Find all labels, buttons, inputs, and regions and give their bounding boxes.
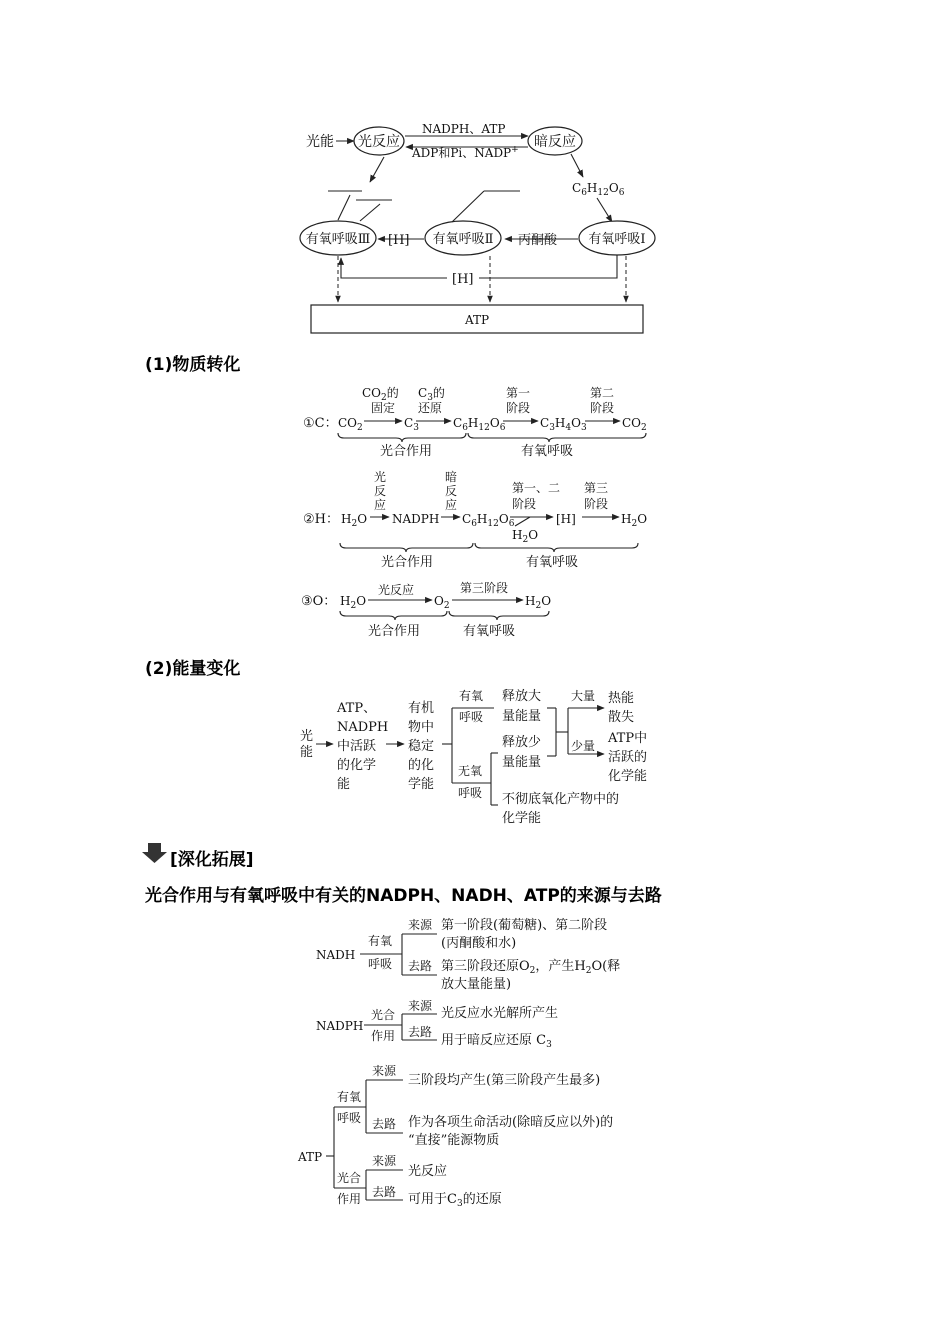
energy-release-small-1: 释放少	[502, 735, 542, 750]
h-arrow3-top-a: 第一、二	[512, 481, 561, 495]
atp-box-label: ATP	[464, 313, 490, 327]
c-co2-end: $CO_2$	[622, 416, 647, 433]
h-arrow4-top-a: 第三	[584, 481, 609, 495]
atp-branch2-1: 光合	[337, 1171, 362, 1185]
energy-atp-2: NADPH	[337, 720, 389, 735]
energy-diagram	[300, 688, 647, 826]
atp-branch2-2: 作用	[337, 1192, 362, 1206]
nadh-source-text-2: (丙酮酸和水)	[441, 936, 517, 951]
atp-b2-dest-text: 可用于$C_3$的还原	[408, 1192, 502, 1209]
c-co2-start: $CO_2$	[338, 416, 363, 433]
h-brace-right-label: 有氧呼吸	[526, 555, 579, 570]
nadh-tree	[316, 917, 620, 992]
nadph-dest-label: 去路	[408, 1025, 433, 1039]
energy-large-label: 大量	[571, 689, 596, 703]
energy-light-1: 光	[300, 729, 314, 744]
line-o2-to-resp3	[338, 195, 350, 220]
resp-1-label: 有氧呼吸Ⅰ	[588, 232, 646, 247]
resp-2-label: 有氧呼吸Ⅱ	[432, 232, 494, 247]
atp-b2-dest-label: 去路	[372, 1185, 397, 1199]
nadh-source-text-1: 第一阶段(葡萄糖)、第二阶段	[441, 918, 608, 933]
h-brace-left	[340, 543, 473, 552]
line-resp2-co2	[452, 191, 484, 222]
atp-b1-source-label: 来源	[372, 1064, 397, 1078]
h-arrow4-top-b: 阶段	[584, 497, 609, 511]
extension-badge-icon	[142, 843, 167, 863]
energy-small-label: 少量	[571, 739, 596, 753]
c-arrow4-top-a: 第二	[590, 386, 615, 400]
arrow-light-down	[370, 157, 384, 182]
atp-b1-dest-text-2: “直接”能源物质	[408, 1133, 500, 1148]
h-left-label: [H]	[388, 233, 410, 248]
energy-atp-1: ATP、	[337, 701, 377, 716]
h-h2o-end: $H_2O$	[621, 512, 648, 529]
energy-atp-5: 能	[337, 777, 351, 792]
energy-release-small-2: 量能量	[502, 755, 542, 770]
energy-incomplete-2: 化学能	[502, 811, 542, 826]
energy-organic-2: 物中	[408, 720, 435, 735]
o-brace-left	[340, 611, 447, 620]
energy-organic-3: 稳定	[408, 739, 435, 754]
h-arrow2-char-2: 反	[445, 484, 458, 498]
o-arrow2-top: 第三阶段	[460, 581, 509, 595]
energy-organic-1: 有机	[408, 701, 435, 716]
energy-heat-1: 热能	[608, 691, 635, 706]
h-arrow3-bottom: $H_2O$	[512, 528, 539, 545]
energy-atp-4: 的化学	[337, 758, 377, 773]
o-h2o-end: $H_2O$	[525, 594, 552, 611]
atp-b2-source-label: 来源	[372, 1154, 397, 1168]
nadh-root: NADH	[316, 948, 356, 962]
atp-b1-dest-label: 去路	[372, 1117, 397, 1131]
extension-title: 光合作用与有氧呼吸中有关的NADPH、NADH、ATP的来源与去路	[145, 886, 662, 906]
h-path	[303, 469, 647, 570]
nadh-dest-text-1: 第三阶段还原$O_2$，产生$H_2O$(释	[441, 959, 621, 976]
c-c3h4o3: $C_3H_4O_3$	[540, 416, 587, 433]
products-forward-label: NADPH、ATP	[422, 122, 506, 136]
photosynthesis-respiration-diagram	[300, 122, 655, 333]
atp-root: ATP	[298, 1150, 323, 1164]
o-arrow1-top: 光反应	[378, 583, 415, 597]
c-brace-right	[468, 433, 646, 442]
energy-atp-active-3: 化学能	[608, 769, 648, 784]
o-h2o-start: $H_2O$	[340, 594, 367, 611]
arrow-glucose-to-resp1	[597, 198, 612, 222]
energy-heat-2: 散失	[608, 710, 635, 725]
h-arrow2-char-1: 暗	[445, 470, 458, 484]
atp-branch1-2: 呼吸	[337, 1111, 362, 1125]
nadph-source-text: 光反应水光解所产生	[441, 1006, 559, 1021]
arrow-dark-to-glucose	[571, 154, 583, 177]
energy-release-big-1: 释放大	[502, 689, 542, 704]
nadph-root: NADPH	[316, 1019, 364, 1033]
nadph-branch-1: 光合	[371, 1008, 396, 1022]
nadph-branch-2: 作用	[371, 1029, 396, 1043]
c-arrow4-top-b: 阶段	[590, 401, 615, 415]
products-back-label: ADP和Pi、NADP+	[412, 145, 519, 160]
atp-b1-source-text: 三阶段均产生(第三阶段产生最多)	[408, 1073, 601, 1088]
c-arrow3-top-a: 第一	[506, 386, 531, 400]
o-path-label: ③O：	[301, 594, 337, 609]
h-glucose: $C_6H_{12}O_6$	[462, 512, 515, 529]
c-brace-left-label: 光合作用	[380, 444, 433, 459]
h-arrow2-char-3: 应	[445, 498, 458, 512]
energy-aerobic-2: 呼吸	[459, 710, 484, 724]
energy-aerobic-1: 有氧	[459, 689, 484, 703]
c-path	[303, 386, 647, 459]
nadh-branch-2: 呼吸	[368, 957, 393, 971]
c-brace-left	[338, 433, 466, 442]
atp-tree	[297, 1063, 613, 1209]
c-arrow3-top-b: 阶段	[506, 401, 531, 415]
atp-b2-source-text: 光反应	[408, 1164, 448, 1179]
energy-light-2: 能	[300, 745, 314, 760]
section-1-title: (1)物质转化	[145, 355, 241, 375]
glucose-label: $C_6H_{12}O_6$	[572, 181, 625, 198]
nadh-dest-text-2: 放大量能量)	[441, 977, 512, 992]
c-c3: $C_3$	[404, 416, 419, 433]
energy-organic-5: 学能	[408, 777, 435, 792]
energy-atp-active-1: ATP中	[608, 731, 648, 746]
h-bracket-h: [H]	[556, 512, 576, 526]
energy-atp-active-2: 活跃的	[608, 750, 648, 765]
energy-anaerobic-1: 无氧	[458, 764, 483, 778]
energy-atp-3: 中活跃	[337, 739, 377, 754]
nadh-source-label: 来源	[408, 918, 433, 932]
h-h2o-start: $H_2O$	[341, 512, 368, 529]
h-arrow1-char-1: 光	[374, 470, 387, 484]
energy-anaerobic-2: 呼吸	[458, 786, 483, 800]
light-reaction-label: 光反应	[358, 134, 400, 150]
nadph-source-label: 来源	[408, 999, 433, 1013]
o-path	[301, 581, 551, 639]
c-arrow1-top-b: 固定	[371, 401, 396, 415]
atp-b1-dest-text-1: 作为各项生命活动(除暗反应以外)的	[408, 1115, 614, 1130]
c-arrow2-top-a: $C_3$的	[418, 386, 445, 403]
light-energy-label: 光能	[306, 134, 334, 150]
nadh-branch-1: 有氧	[368, 934, 393, 948]
energy-release-big-2: 量能量	[502, 709, 542, 724]
o-brace-right	[449, 611, 549, 620]
h-path-label: ②H：	[303, 512, 339, 527]
h-arrow3-top-b: 阶段	[512, 497, 537, 511]
h-brace-left-label: 光合作用	[381, 555, 434, 570]
atp-branch1-1: 有氧	[337, 1090, 362, 1104]
extension-badge-label: [深化拓展]	[170, 850, 254, 870]
nadph-tree	[316, 998, 558, 1050]
energy-organic-4: 的化	[408, 758, 435, 773]
h-brace-right	[475, 543, 638, 552]
h-bottom-label: [H]	[452, 272, 474, 287]
o-brace-right-label: 有氧呼吸	[463, 624, 516, 639]
pyruvate-label: 丙酮酸	[518, 233, 558, 248]
c-glucose: $C_6H_{12}O_6$	[453, 416, 506, 433]
dark-reaction-label: 暗反应	[534, 134, 576, 150]
h-arrow1-char-3: 应	[374, 498, 387, 512]
c-brace-right-label: 有氧呼吸	[521, 444, 574, 459]
energy-incomplete-1: 不彻底氧化产物中的	[502, 792, 620, 807]
section-2-title: (2)能量变化	[145, 659, 241, 679]
nadh-dest-label: 去路	[408, 959, 433, 973]
nadph-dest-text: 用于暗反应还原 $C_3$	[441, 1033, 552, 1050]
o-brace-left-label: 光合作用	[368, 624, 421, 639]
h-arrow1-char-2: 反	[374, 484, 387, 498]
o-o2: $O_2$	[434, 594, 450, 611]
line-resp3-h2o	[360, 204, 380, 221]
resp-3-label: 有氧呼吸Ⅲ	[305, 232, 371, 247]
c-path-label: ①C：	[303, 416, 338, 431]
c-arrow1-top-a: $CO_2$的	[362, 386, 399, 403]
h-nadph: NADPH	[392, 512, 440, 526]
c-arrow2-top-b: 还原	[418, 401, 443, 415]
h-arrow3-water-branch	[515, 517, 530, 526]
